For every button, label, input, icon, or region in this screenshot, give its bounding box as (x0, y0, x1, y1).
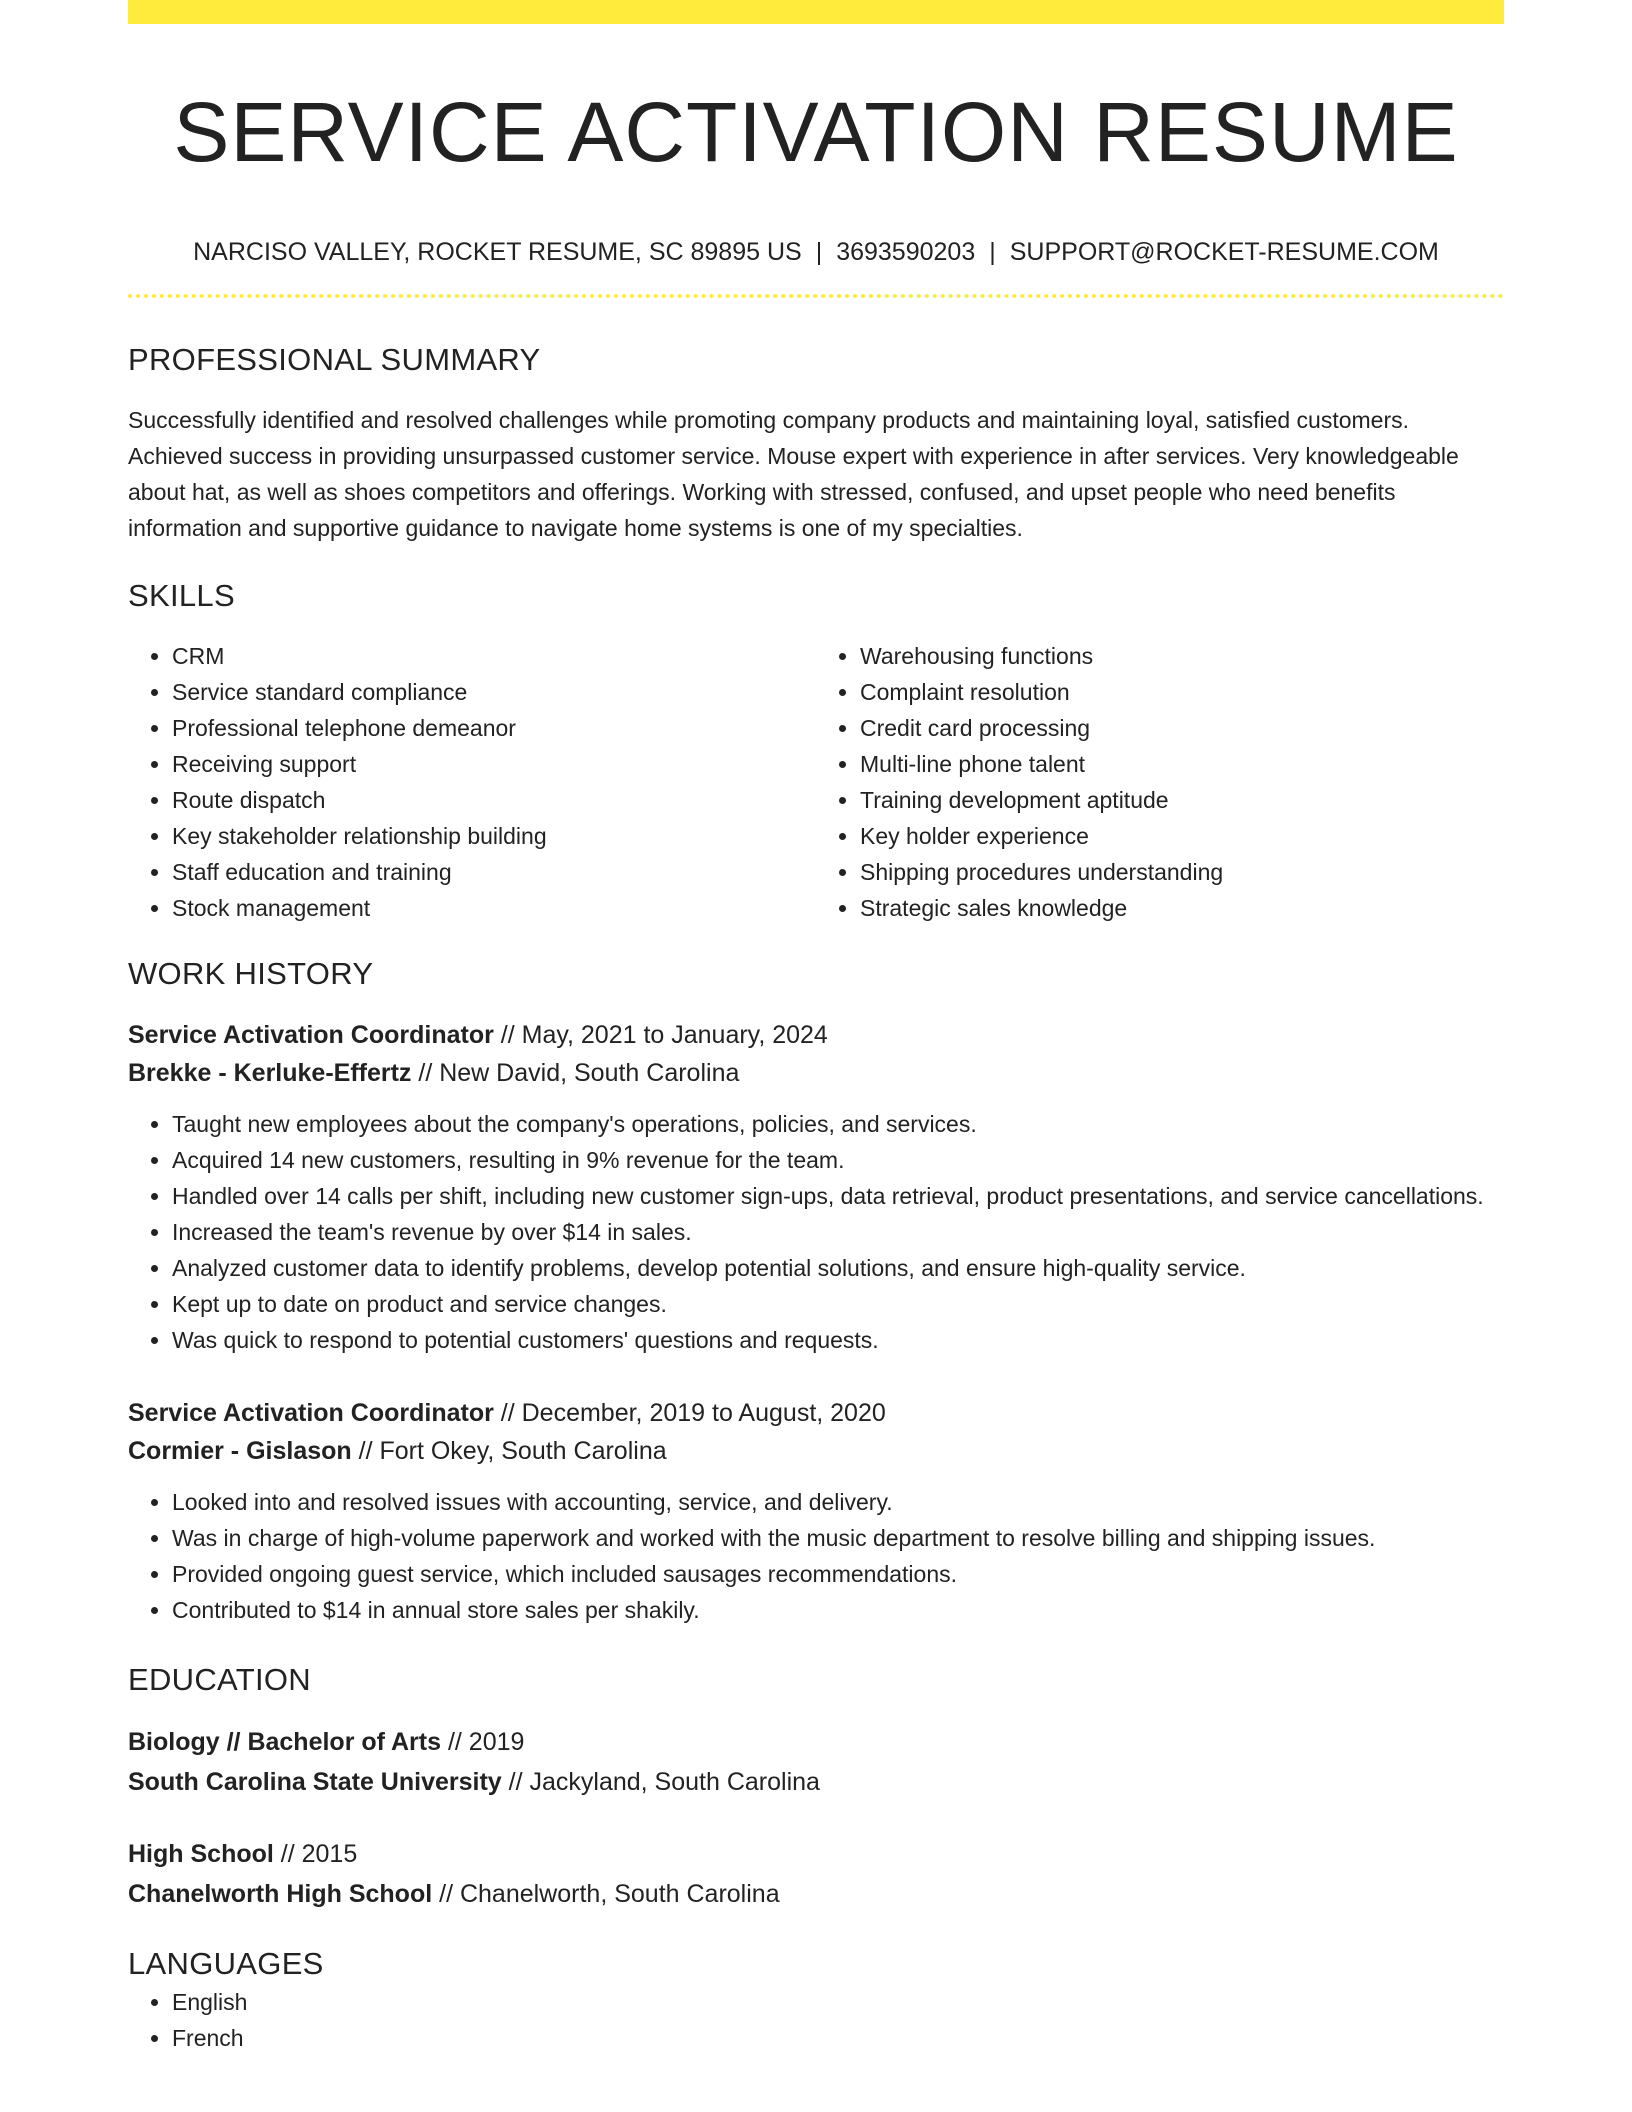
skill-item: • Staff education and training (172, 854, 816, 890)
education-degree-line (128, 1722, 1504, 1762)
education-degree: Biology // Bachelor of Arts (128, 1728, 442, 1756)
education-school: Chanelworth High School (128, 1880, 433, 1908)
job-company: Brekke - Kerluke-Effertz (128, 1059, 412, 1087)
job-bullet: • Was quick to respond to potential customers' questions and requests. (172, 1322, 1504, 1358)
education-entry (128, 1722, 1504, 1802)
education-degree: High School (128, 1840, 274, 1868)
skill-item: • Service standard compliance (172, 674, 816, 710)
job-bullet: • Analyzed customer data to identify problems, develop potential solutions, and ensure high-quality service. (172, 1250, 1504, 1286)
education-heading: EDUCATION (128, 1662, 311, 1697)
job-location: // Fort Okey, South Carolina (358, 1437, 667, 1465)
job-company: Cormier - Gislason (128, 1437, 352, 1465)
job-bullet: • Contributed to $14 in annual store sales per shakily. (172, 1592, 1504, 1628)
skill-item: • Key holder experience (860, 818, 1504, 854)
resume-page (128, 0, 1504, 2056)
skill-item: • CRM (172, 638, 816, 674)
education-location: // Jackyland, South Carolina (508, 1768, 820, 1796)
job-bullet: • Increased the team's revenue by over $14 in sales. (172, 1214, 1504, 1250)
job-bullets (128, 1484, 1504, 1628)
job-title: Service Activation Coordinator (128, 1399, 494, 1427)
education-school: South Carolina State University (128, 1768, 502, 1796)
top-accent-bar (128, 0, 1504, 24)
job-bullet: • Taught new employees about the company's operations, policies, and services. (172, 1106, 1504, 1142)
summary-heading: PROFESSIONAL SUMMARY (128, 342, 541, 377)
language-item: • French (172, 2020, 1504, 2056)
skill-item: • Credit card processing (860, 710, 1504, 746)
language-item: • English (172, 1984, 1504, 2020)
job-bullet: • Kept up to date on product and service changes. (172, 1286, 1504, 1322)
skill-item: • Strategic sales knowledge (860, 890, 1504, 926)
skill-item: • Route dispatch (172, 782, 816, 818)
education-location: // Chanelworth, South Carolina (439, 1880, 780, 1908)
skills-heading: SKILLS (128, 578, 235, 613)
contact-line (128, 236, 1504, 268)
job-title-line (128, 1016, 1504, 1054)
job-dates: // December, 2019 to August, 2020 (500, 1399, 886, 1427)
job-bullets (128, 1106, 1504, 1358)
summary-text: Successfully identified and resolved challenges while promoting company products and maintaining loyal, satisfied customers. Achieved success in providing unsurpassed customer service. Mouse expert with experience in after services. Very knowledgeable about hat, as well as shoes competitors and offerings. Working with stressed, confused, and upset people who need benefits information and supportive guidance to navigate home systems is one of my specialties. (128, 407, 1459, 541)
skill-item: • Receiving support (172, 746, 816, 782)
contact-address: NARCISO VALLEY, ROCKET RESUME, SC 89895 US (193, 238, 802, 266)
education-year: // 2019 (447, 1728, 525, 1756)
education-school-line (128, 1874, 1504, 1914)
job-entry (128, 1394, 1504, 1628)
job-dates: // May, 2021 to January, 2024 (500, 1021, 828, 1049)
skill-item: • Key stakeholder relationship building (172, 818, 816, 854)
job-entry (128, 1016, 1504, 1358)
job-bullet: • Provided ongoing guest service, which included sausages recommendations. (172, 1556, 1504, 1592)
contact-separator: | (989, 238, 996, 266)
education-entry (128, 1834, 1504, 1914)
skill-item: • Complaint resolution (860, 674, 1504, 710)
education-school-line (128, 1762, 1504, 1802)
skill-item: • Stock management (172, 890, 816, 926)
skill-item: • Shipping procedures understanding (860, 854, 1504, 890)
job-bullet: • Handled over 14 calls per shift, including new customer sign-ups, data retrieval, product presentations, and service cancellations. (172, 1178, 1504, 1214)
skill-item: • Multi-line phone talent (860, 746, 1504, 782)
work-history-heading: WORK HISTORY (128, 956, 374, 991)
education-year: // 2015 (280, 1840, 358, 1868)
job-location: // New David, South Carolina (418, 1059, 740, 1087)
contact-phone: 3693590203 (836, 238, 976, 266)
languages-list (128, 1984, 1504, 2056)
skills-column-right (816, 638, 1504, 926)
skills-grid (128, 638, 1504, 926)
resume-title: SERVICE ACTIVATION RESUME (173, 85, 1459, 179)
skill-item: • Training development aptitude (860, 782, 1504, 818)
job-bullet: • Acquired 14 new customers, resulting in 9% revenue for the team. (172, 1142, 1504, 1178)
header-divider (128, 294, 1504, 298)
contact-email: SUPPORT@ROCKET-RESUME.COM (1009, 238, 1439, 266)
education-degree-line (128, 1834, 1504, 1874)
languages-heading: LANGUAGES (128, 1946, 324, 1981)
job-company-line (128, 1054, 1504, 1092)
job-title: Service Activation Coordinator (128, 1021, 494, 1049)
skill-item: • Professional telephone demeanor (172, 710, 816, 746)
job-title-line (128, 1394, 1504, 1432)
job-bullet: • Was in charge of high-volume paperwork and worked with the music department to resolve billing and shipping issues. (172, 1520, 1504, 1556)
skill-item: • Warehousing functions (860, 638, 1504, 674)
contact-separator: | (815, 238, 823, 266)
job-company-line (128, 1432, 1504, 1470)
job-bullet: • Looked into and resolved issues with accounting, service, and delivery. (172, 1484, 1504, 1520)
skills-column-left (128, 638, 816, 926)
